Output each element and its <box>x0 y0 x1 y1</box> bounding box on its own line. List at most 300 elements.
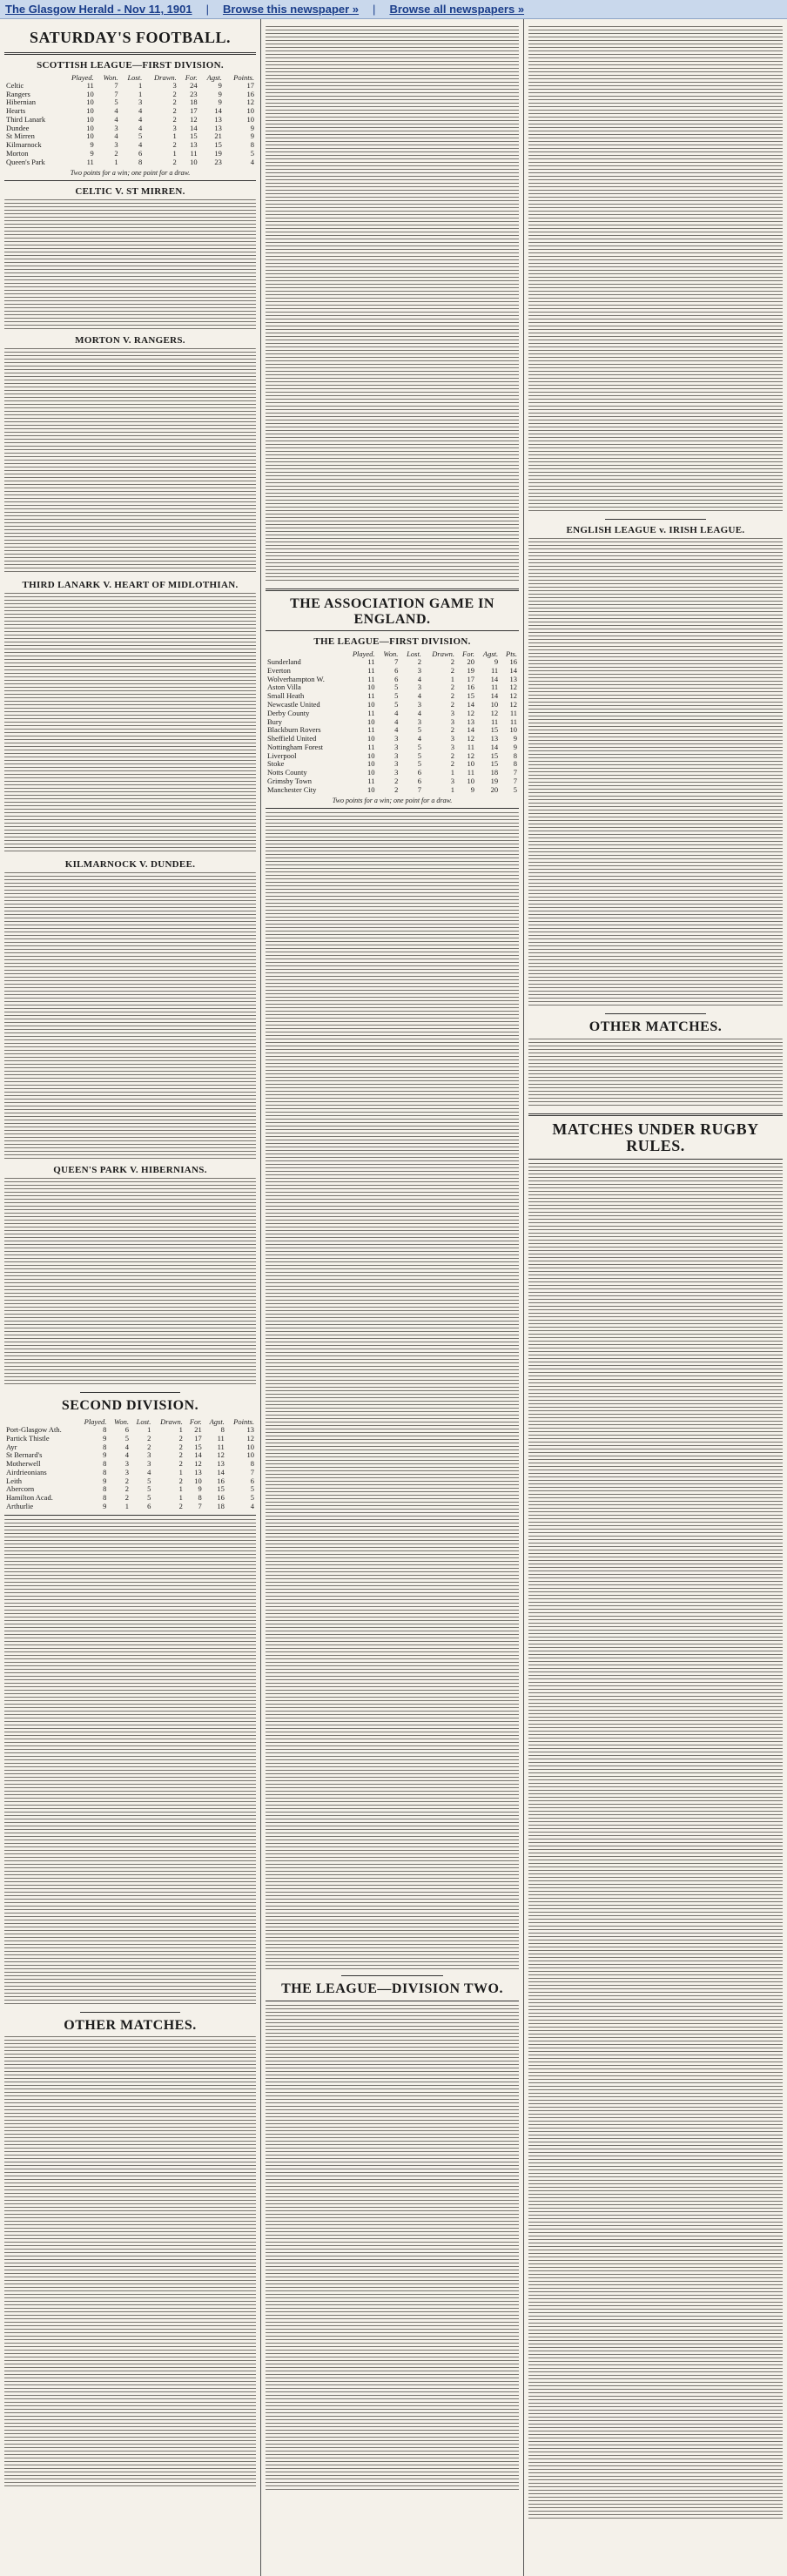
stat-cell: 14 <box>467 725 474 735</box>
match-report-heading: KILMARNOCK V. DUNDEE. <box>64 859 196 871</box>
team-name-cell: Rangers <box>6 89 30 98</box>
stat-cell: 24 <box>190 80 198 90</box>
stat-cell: 4 <box>394 725 399 735</box>
divider <box>4 180 256 181</box>
stat-cell: 12 <box>194 1459 202 1469</box>
stat-cell: 10 <box>367 734 375 743</box>
stat-cell: 10 <box>467 776 474 785</box>
team-name-cell: Queen's Park <box>6 157 45 166</box>
other-matches-heading: OTHER MATCHES. <box>64 2017 197 2033</box>
table-column-header: Pts. <box>506 649 517 659</box>
stat-cell: 9 <box>513 734 517 743</box>
stat-cell: 9 <box>218 89 222 98</box>
stat-cell: 9 <box>103 1476 107 1485</box>
stat-cell: 4 <box>394 708 399 717</box>
stat-cell: 13 <box>246 1425 254 1435</box>
stat-cell: 7 <box>513 776 517 785</box>
stat-cell: 19 <box>490 776 499 785</box>
stat-cell: 8 <box>103 1459 107 1469</box>
stat-cell: 9 <box>250 123 254 132</box>
stat-cell: 11 <box>367 691 375 701</box>
stat-cell: 3 <box>138 98 143 107</box>
stat-cell: 4 <box>114 106 118 116</box>
stat-cell: 5 <box>124 1433 129 1443</box>
browse-newspaper-link[interactable]: Browse this newspaper » <box>222 3 360 16</box>
scottish-league-table <box>4 73 256 167</box>
stat-cell: 9 <box>470 784 474 794</box>
stat-cell: 4 <box>417 674 421 683</box>
team-name-cell: Notts County <box>267 768 307 777</box>
stat-cell: 6 <box>417 768 421 777</box>
stat-cell: 17 <box>190 106 198 116</box>
stat-cell: 10 <box>509 725 517 735</box>
team-name-cell: Aston Villa <box>267 683 301 692</box>
team-name-cell: Partick Thistle <box>6 1433 50 1443</box>
stat-cell: 3 <box>450 776 455 785</box>
stat-cell: 3 <box>394 759 399 769</box>
stat-cell: 10 <box>367 750 375 760</box>
team-name-cell: Leith <box>6 1476 22 1485</box>
team-name-cell: Wolverhampton W. <box>267 674 325 683</box>
stat-cell: 18 <box>490 768 499 777</box>
stat-cell: 4 <box>147 1467 151 1476</box>
stat-cell: 2 <box>124 1476 129 1485</box>
stat-cell: 2 <box>178 1476 183 1485</box>
stat-cell: 13 <box>194 1467 202 1476</box>
stat-cell: 19 <box>467 665 474 675</box>
stat-cell: 5 <box>147 1476 151 1485</box>
stat-cell: 12 <box>246 1433 254 1443</box>
team-name-cell: Liverpool <box>267 750 297 760</box>
stat-cell: 3 <box>114 140 118 150</box>
stat-cell: 15 <box>214 140 222 150</box>
stat-cell: 2 <box>147 1433 151 1443</box>
column-2 <box>261 19 524 2576</box>
stat-cell: 11 <box>467 742 474 751</box>
team-name-cell: Everton <box>267 665 291 675</box>
newspaper-title: The Glasgow Herald - Nov 11, 1901 <box>5 3 192 16</box>
stat-cell: 14 <box>490 742 499 751</box>
stat-cell: 11 <box>509 716 517 726</box>
article-text-block <box>4 348 256 575</box>
team-name-cell: Hamilton Acad. <box>6 1493 53 1503</box>
stat-cell: 1 <box>450 768 455 777</box>
stat-cell: 7 <box>250 1467 254 1476</box>
stat-cell: 13 <box>190 140 198 150</box>
stat-cell: 10 <box>490 700 499 710</box>
stat-cell: 11 <box>467 768 474 777</box>
stat-cell: 5 <box>417 742 421 751</box>
stat-cell: 23 <box>214 157 222 166</box>
stat-cell: 12 <box>190 114 198 124</box>
newspaper-page <box>0 19 787 2576</box>
stat-cell: 4 <box>124 1442 129 1451</box>
divider <box>80 1392 181 1393</box>
table-column-header: Agst. <box>209 1417 225 1427</box>
stat-cell: 2 <box>394 776 399 785</box>
stat-cell: 1 <box>450 784 455 794</box>
stat-cell: 12 <box>217 1450 225 1460</box>
stat-cell: 3 <box>172 123 177 132</box>
team-name-cell: Stoke <box>267 759 285 769</box>
stat-cell: 3 <box>417 665 421 675</box>
stat-cell: 14 <box>490 674 499 683</box>
stat-cell: 9 <box>218 98 222 107</box>
stat-cell: 4 <box>138 140 143 150</box>
stat-cell: 5 <box>138 131 143 141</box>
stat-cell: 5 <box>513 784 517 794</box>
stat-cell: 2 <box>172 98 177 107</box>
stat-cell: 4 <box>250 157 254 166</box>
stat-cell: 13 <box>214 114 222 124</box>
stat-cell: 14 <box>194 1450 202 1460</box>
scottish-league-heading: SCOTTISH LEAGUE—FIRST DIVISION. <box>37 59 224 71</box>
stat-cell: 9 <box>90 148 94 158</box>
stat-cell: 11 <box>217 1433 225 1443</box>
stat-cell: 4 <box>394 716 399 726</box>
table-row <box>266 743 519 752</box>
team-name-cell: Ayr <box>6 1442 17 1451</box>
stat-cell: 10 <box>367 683 375 692</box>
stat-cell: 15 <box>194 1442 202 1451</box>
browse-all-newspapers-link[interactable]: Browse all newspapers » <box>389 3 525 16</box>
stat-cell: 10 <box>194 1476 202 1485</box>
stat-cell: 1 <box>172 148 177 158</box>
stat-cell: 11 <box>86 80 94 90</box>
divider <box>528 1113 783 1116</box>
stat-cell: 3 <box>394 768 399 777</box>
team-name-cell: Airdrieonians <box>6 1467 47 1476</box>
stat-cell: 3 <box>417 716 421 726</box>
team-name-cell: Blackburn Rovers <box>267 725 321 735</box>
stat-cell: 8 <box>250 140 254 150</box>
stat-cell: 2 <box>172 114 177 124</box>
stat-cell: 13 <box>217 1459 225 1469</box>
stat-cell: 7 <box>513 768 517 777</box>
table-column-header: Points. <box>233 1417 254 1427</box>
stat-cell: 2 <box>172 157 177 166</box>
stat-cell: 10 <box>246 114 254 124</box>
stat-cell: 9 <box>494 657 499 667</box>
stat-cell: 1 <box>178 1493 183 1503</box>
match-report-heading: MORTON V. RANGERS. <box>75 335 185 346</box>
article-text-block <box>266 812 519 1970</box>
team-name-cell: Port-Glasgow Ath. <box>6 1425 62 1435</box>
stat-cell: 9 <box>198 1484 202 1494</box>
stat-cell: 3 <box>450 708 455 717</box>
stat-cell: 4 <box>124 1450 129 1460</box>
stat-cell: 1 <box>138 89 143 98</box>
team-name-cell: Celtic <box>6 80 24 90</box>
team-name-cell: St Mirren <box>6 131 35 141</box>
stat-cell: 16 <box>509 657 517 667</box>
stat-cell: 8 <box>513 759 517 769</box>
stat-cell: 8 <box>103 1425 107 1435</box>
stat-cell: 3 <box>124 1467 129 1476</box>
stat-cell: 10 <box>86 106 94 116</box>
table-column-header: Points. <box>233 72 254 82</box>
stat-cell: 4 <box>417 708 421 717</box>
stat-cell: 3 <box>450 742 455 751</box>
team-name-cell: Hibernian <box>6 98 36 107</box>
stat-cell: 8 <box>103 1467 107 1476</box>
stat-cell: 3 <box>124 1459 129 1469</box>
stat-cell: 10 <box>86 131 94 141</box>
team-name-cell: Arthurlie <box>6 1501 34 1510</box>
stat-cell: 10 <box>367 784 375 794</box>
stat-cell: 7 <box>394 657 399 667</box>
stat-cell: 9 <box>103 1433 107 1443</box>
table-row <box>266 710 519 718</box>
stat-cell: 2 <box>178 1433 183 1443</box>
stat-cell: 8 <box>103 1442 107 1451</box>
match-report-heading: QUEEN'S PARK V. HIBERNIANS. <box>53 1165 207 1176</box>
stat-cell: 7 <box>417 784 421 794</box>
stat-cell: 7 <box>114 89 118 98</box>
article-text-block <box>4 593 256 854</box>
stat-cell: 1 <box>178 1425 183 1435</box>
stat-cell: 10 <box>86 114 94 124</box>
table-column-header: For. <box>185 72 198 82</box>
article-text-block <box>4 1519 256 2007</box>
stat-cell: 1 <box>172 131 177 141</box>
stat-cell: 2 <box>417 657 421 667</box>
stat-cell: 3 <box>394 734 399 743</box>
table-column-header: Agst. <box>482 649 499 659</box>
divider <box>605 519 707 520</box>
stat-cell: 17 <box>467 674 474 683</box>
stat-cell: 5 <box>417 750 421 760</box>
stat-cell: 11 <box>217 1442 225 1451</box>
stat-cell: 8 <box>103 1484 107 1494</box>
team-name-cell: Third Lanark <box>6 114 46 124</box>
team-name-cell: Nottingham Forest <box>267 742 323 751</box>
stat-cell: 2 <box>450 683 455 692</box>
stat-cell: 2 <box>172 140 177 150</box>
stat-cell: 9 <box>513 742 517 751</box>
stat-cell: 2 <box>450 691 455 701</box>
stat-cell: 11 <box>190 148 198 158</box>
stat-cell: 4 <box>138 106 143 116</box>
stat-cell: 11 <box>367 776 375 785</box>
table-row <box>4 158 256 167</box>
stat-cell: 10 <box>367 700 375 710</box>
team-name-cell: Dundee <box>6 123 30 132</box>
column-1 <box>0 19 261 2576</box>
table-column-header: Drawn. <box>160 1417 183 1427</box>
stat-cell: 1 <box>138 80 143 90</box>
stat-cell: 3 <box>450 716 455 726</box>
stat-cell: 5 <box>394 700 399 710</box>
table-column-header: Lost. <box>127 72 143 82</box>
stat-cell: 6 <box>250 1476 254 1485</box>
stat-cell: 8 <box>103 1493 107 1503</box>
divider <box>4 52 256 55</box>
stat-cell: 12 <box>467 750 474 760</box>
stat-cell: 3 <box>450 734 455 743</box>
stat-cell: 10 <box>246 1442 254 1451</box>
english-league-table <box>266 649 519 794</box>
stat-cell: 4 <box>138 123 143 132</box>
stat-cell: 16 <box>217 1476 225 1485</box>
stat-cell: 2 <box>450 657 455 667</box>
stat-cell: 5 <box>250 148 254 158</box>
column-3 <box>524 19 787 2576</box>
team-name-cell: Sheffield United <box>267 734 317 743</box>
article-text-block <box>528 26 783 514</box>
stat-cell: 6 <box>138 148 143 158</box>
stat-cell: 9 <box>218 80 222 90</box>
stat-cell: 9 <box>103 1450 107 1460</box>
stat-cell: 11 <box>86 157 94 166</box>
stat-cell: 15 <box>467 691 474 701</box>
article-text-block <box>528 1039 783 1108</box>
stat-cell: 2 <box>450 759 455 769</box>
stat-cell: 12 <box>467 708 474 717</box>
stat-cell: 5 <box>394 683 399 692</box>
stat-cell: 16 <box>246 89 254 98</box>
article-text-block <box>266 2005 519 2492</box>
team-name-cell: St Bernard's <box>6 1450 43 1460</box>
table-column-header: Played. <box>352 649 375 659</box>
stat-cell: 11 <box>367 657 375 667</box>
stat-cell: 12 <box>509 691 517 701</box>
divider <box>341 1975 442 1976</box>
stat-cell: 19 <box>214 148 222 158</box>
association-game-heading: THE ASSOCIATION GAME IN ENGLAND. <box>290 596 494 627</box>
stat-cell: 2 <box>450 665 455 675</box>
stat-cell: 11 <box>490 716 499 726</box>
stat-cell: 6 <box>394 665 399 675</box>
table-column-header: Played. <box>71 72 94 82</box>
stat-cell: 11 <box>509 708 517 717</box>
second-division-table <box>4 1417 256 1511</box>
stat-cell: 14 <box>214 106 222 116</box>
second-division-heading: SECOND DIVISION. <box>61 1398 199 1414</box>
stat-cell: 2 <box>178 1442 183 1451</box>
table-row <box>266 658 519 667</box>
stat-cell: 5 <box>250 1484 254 1494</box>
table-column-header: Lost. <box>407 649 421 659</box>
stat-cell: 10 <box>246 106 254 116</box>
table-column-header: Lost. <box>136 1417 151 1427</box>
stat-cell: 16 <box>467 683 474 692</box>
stat-cell: 20 <box>467 657 474 667</box>
toolbar-separator: | <box>373 3 376 16</box>
stat-cell: 20 <box>490 784 499 794</box>
team-name-cell: Morton <box>6 148 29 158</box>
stat-cell: 11 <box>367 725 375 735</box>
stat-cell: 18 <box>190 98 198 107</box>
team-name-cell: Kilmarnock <box>6 140 42 150</box>
team-name-cell: Motherwell <box>6 1459 41 1469</box>
stat-cell: 6 <box>124 1425 129 1435</box>
stat-cell: 9 <box>90 140 94 150</box>
table-column-header: For. <box>189 1417 202 1427</box>
team-name-cell: Abercorn <box>6 1484 35 1494</box>
team-name-cell: Manchester City <box>267 784 317 794</box>
irish-league-heading: ENGLISH LEAGUE v. IRISH LEAGUE. <box>566 525 745 535</box>
stat-cell: 14 <box>467 700 474 710</box>
stat-cell: 21 <box>214 131 222 141</box>
rugby-heading: MATCHES UNDER RUGBY RULES. <box>552 1120 759 1155</box>
stat-cell: 2 <box>450 750 455 760</box>
stat-cell: 11 <box>367 674 375 683</box>
stat-cell: 11 <box>490 683 499 692</box>
article-text-block <box>266 26 519 583</box>
stat-cell: 5 <box>114 98 118 107</box>
stat-cell: 5 <box>417 725 421 735</box>
stat-cell: 2 <box>450 700 455 710</box>
stat-cell: 3 <box>114 123 118 132</box>
stat-cell: 15 <box>217 1484 225 1494</box>
stat-cell: 23 <box>190 89 198 98</box>
stat-cell: 4 <box>114 131 118 141</box>
table-header-row <box>266 649 519 658</box>
table-column-header: For. <box>462 649 474 659</box>
stat-cell: 4 <box>417 734 421 743</box>
team-name-cell: Derby County <box>267 708 310 717</box>
stat-cell: 2 <box>147 1442 151 1451</box>
stat-cell: 4 <box>417 691 421 701</box>
stat-cell: 12 <box>490 708 499 717</box>
team-name-cell: Hearts <box>6 106 26 116</box>
stat-cell: 15 <box>490 759 499 769</box>
stat-cell: 5 <box>147 1484 151 1494</box>
english-league-heading: THE LEAGUE—FIRST DIVISION. <box>313 636 471 648</box>
stat-cell: 5 <box>394 691 399 701</box>
table-row <box>266 752 519 761</box>
stat-cell: 8 <box>513 750 517 760</box>
stat-cell: 6 <box>394 674 399 683</box>
stat-cell: 3 <box>172 80 177 90</box>
stat-cell: 14 <box>509 665 517 675</box>
article-text-block <box>4 1178 256 1387</box>
stat-cell: 13 <box>490 734 499 743</box>
stat-cell: 11 <box>367 665 375 675</box>
other-matches-heading: OTHER MATCHES. <box>589 1019 723 1034</box>
stat-cell: 13 <box>509 674 517 683</box>
stat-cell: 8 <box>250 1459 254 1469</box>
stat-cell: 2 <box>124 1484 129 1494</box>
stat-cell: 2 <box>178 1459 183 1469</box>
stat-cell: 3 <box>147 1459 151 1469</box>
team-name-cell: Small Heath <box>267 691 305 701</box>
stat-cell: 3 <box>417 683 421 692</box>
stat-cell: 12 <box>509 683 517 692</box>
table-row <box>266 786 519 795</box>
match-report-heading: THIRD LANARK V. HEART OF MIDLOTHIAN. <box>22 580 239 591</box>
table-column-header: Played. <box>84 1417 107 1427</box>
stat-cell: 3 <box>147 1450 151 1460</box>
divider <box>266 630 519 631</box>
stat-cell: 10 <box>86 89 94 98</box>
stat-cell: 6 <box>417 776 421 785</box>
stat-cell: 1 <box>178 1484 183 1494</box>
stat-cell: 15 <box>490 750 499 760</box>
article-text-block <box>4 199 256 330</box>
stat-cell: 8 <box>138 157 143 166</box>
stat-cell: 12 <box>509 700 517 710</box>
divider <box>266 589 519 591</box>
stat-cell: 10 <box>367 759 375 769</box>
stat-cell: 5 <box>147 1493 151 1503</box>
stat-cell: 2 <box>178 1450 183 1460</box>
table-column-header: Drawn. <box>154 72 177 82</box>
stat-cell: 11 <box>367 742 375 751</box>
stat-cell: 15 <box>490 725 499 735</box>
stat-cell: 1 <box>147 1425 151 1435</box>
